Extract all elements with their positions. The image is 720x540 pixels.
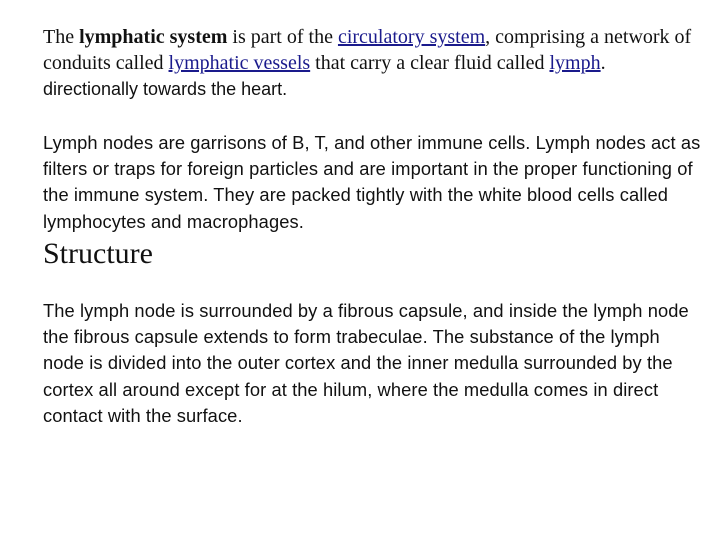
intro-text-2: is part of the xyxy=(227,26,338,48)
term-lymphatic-system: lymphatic system xyxy=(79,26,228,48)
link-circulatory-system[interactable]: circulatory system xyxy=(337,26,486,48)
link-lymph[interactable]: lymph xyxy=(549,52,601,74)
link-lymphatic-vessels[interactable]: lymphatic vessels xyxy=(168,52,311,74)
intro-paragraph xyxy=(43,24,703,102)
intro-text-5: . xyxy=(600,52,606,74)
intro-text-4: that carry a clear fluid called xyxy=(310,52,550,74)
lymph-nodes-paragraph: Lymph nodes are garrisons of B, T, and other immune cells. Lymph nodes act as filters or traps for foreign particles and are important in the proper functioning of the immune system. They are packed tightly with the white blood cells called lymphocytes and macrophages. xyxy=(43,132,701,232)
section-heading-structure: Structure xyxy=(43,237,153,270)
intro-text-1: The xyxy=(43,26,80,48)
intro-text-3: , comprising a network of conduits called xyxy=(43,26,692,74)
structure-paragraph: The lymph node is surrounded by a fibrous capsule, and inside the lymph node the fibrous capsule extends to form trabeculae. The substance of the lymph node is divided into the outer cortex and the inner medulla surrounded by the cortex all around except for at the hilum, where the medulla comes in direct contact with the surface. xyxy=(43,300,689,426)
intro-tail: directionally towards the heart. xyxy=(43,79,288,99)
